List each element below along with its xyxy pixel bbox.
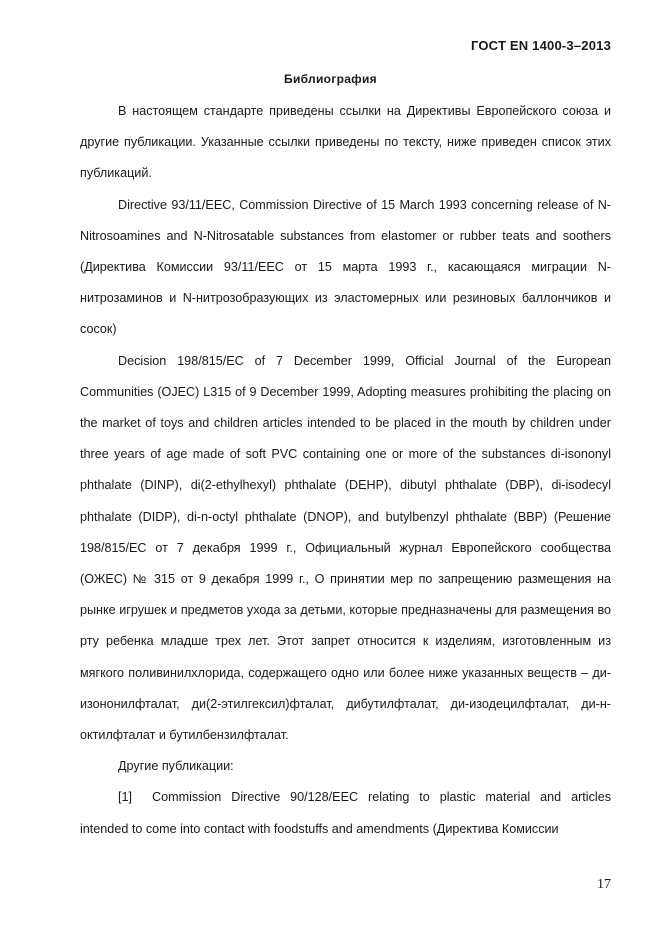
page-title: Библиография — [284, 72, 377, 86]
reference-number: [1] — [118, 790, 133, 805]
reference-text: Commission Directive 90/128/EEC relating to plastic material and articles intended to come into contact with foodstuffs and amendments (Директива Комиссии — [80, 790, 611, 836]
other-publications-heading: Другие публикации: — [118, 759, 234, 774]
directive-paragraph: Directive 93/11/EEC, Commission Directive of 15 March 1993 concerning release of N-Nitrosoamines and N-Nitrosatable substances from elastomer or rubber teats and soothers (Директива Комиссии 93/11/EEC от 15 марта 1993 г., касающаяся миграции N-нитрозаминов и N-нитрозобразующих из эластомерных или резиновых баллончиков и сосок) — [80, 197, 611, 337]
page-body — [80, 96, 611, 845]
page-number: 17 — [597, 877, 611, 892]
decision-paragraph: Decision 198/815/EC of 7 December 1999, Official Journal of the European Communities (OJEC) L315 of 9 December 1999, Adopting measures prohibiting the placing on the market of toys and children articles intended to be placed in the mouth by children under three years of age made of soft PVC containing one or more of the substances di-isononyl phthalate (DINP), di(2-ethylhexyl) phthalate (DEHP), dibutyl phthalate (DBP), di-isodecyl phthalate (DIDP), di-n-octyl phthalate (DNOP), and butylbenzyl phthalate (BBP) (Решение 198/815/ЕС от 7 декабря 1999 г., Официальный журнал Европейского сообщества (ОЖЕС) № 315 от 9 декабря 1999 г., О принятии мер по запрещению размещения на рынке игрушек и предметов ухода за детьми, которые предназначены для размещения во рту ребенка младше трех лет. Этот запрет относится к изделиям, изготовленным из мягкого поливинилхлорида, содержащего одно или более ниже указанных веществ – ди-изононилфталат, ди(2-этилгексил)фталат, дибутилфталат, ди-изодецилфталат, ди-н-октилфталат и бутилбензилфталат. — [80, 353, 611, 743]
document-code-header: ГОСТ EN 1400-3–2013 — [470, 38, 611, 53]
reference-item — [80, 782, 611, 844]
intro-paragraph: В настоящем стандарте приведены ссылки на Директивы Европейского союза и другие публикации. Указанные ссылки приведены по тексту, ниже приведен список этих публикаций. — [80, 104, 611, 181]
